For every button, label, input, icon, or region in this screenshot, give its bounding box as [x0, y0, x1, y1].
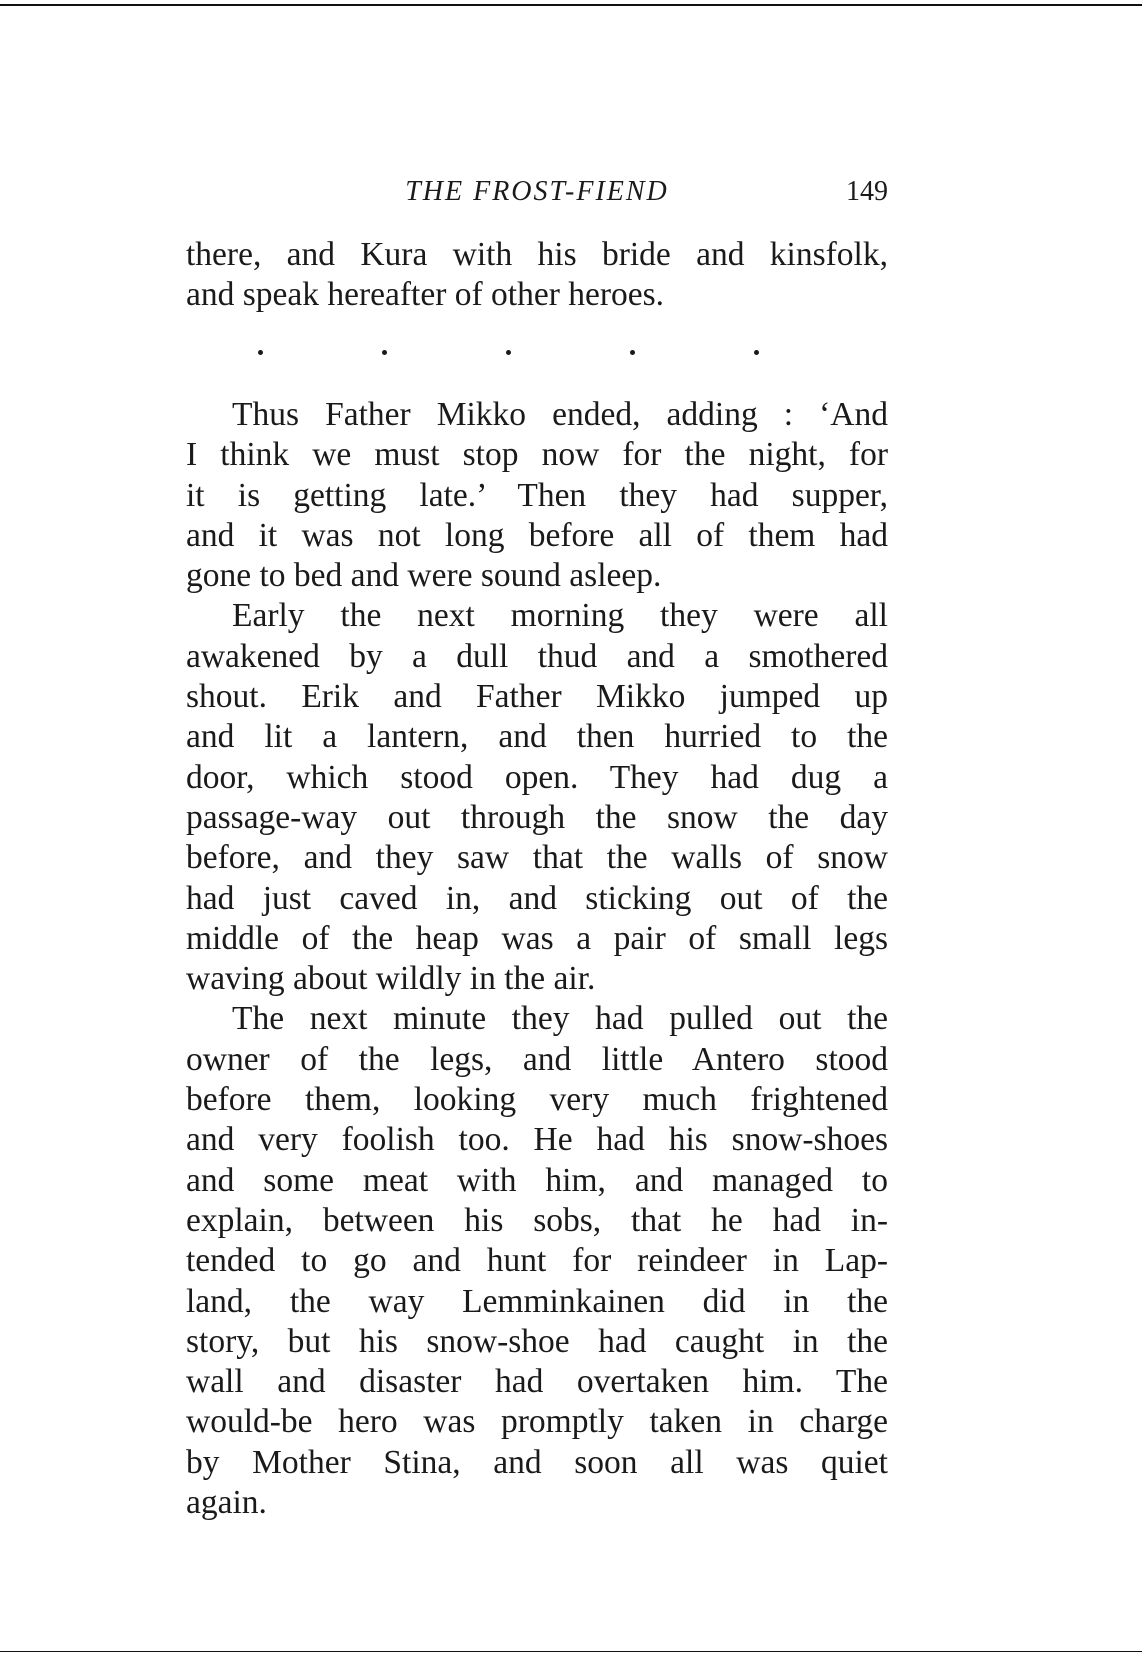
text-line: explain, between his sobs, that he had in- [186, 1201, 888, 1239]
text-line: before, and they saw that the walls of snow [186, 839, 888, 877]
text-line: and speak hereafter of other heroes. [186, 276, 665, 314]
text-line: tended to go and hunt for reindeer in Lap- [186, 1242, 888, 1280]
text-line: shout. Erik and Father Mikko jumped up [186, 678, 888, 716]
paragraph-continuation [186, 235, 888, 316]
text-line: would-be hero was promptly taken in charge [186, 1403, 888, 1441]
text-line: and some meat with him, and managed to [186, 1161, 888, 1199]
text-line: by Mother Stina, and soon all was quiet [186, 1443, 888, 1481]
text-line: middle of the heap was a pair of small legs [186, 919, 888, 957]
text-line: wall and disaster had overtaken him. The [186, 1363, 888, 1401]
text-line: The next minute they had pulled out the [232, 1000, 888, 1038]
text-line: before them, looking very much frightened [186, 1081, 888, 1119]
separator-dot [258, 350, 263, 355]
text-line: story, but his snow-shoe had caught in the [186, 1322, 888, 1360]
separator-dot [754, 350, 759, 355]
text-line: had just caved in, and sticking out of the [186, 879, 888, 917]
running-title: THE FROST-FIEND [405, 176, 669, 207]
separator-dot [382, 350, 387, 355]
section-separator [186, 340, 888, 370]
text-line: there, and Kura with his bride and kinsfolk, [186, 236, 888, 273]
text-line: and it was not long before all of them had [186, 516, 888, 554]
top-rule [0, 4, 1142, 6]
text-line: Early the next morning they were all [232, 597, 888, 635]
text-line: waving about wildly in the air. [186, 960, 596, 998]
text-line: and lit a lantern, and then hurried to the [186, 718, 888, 756]
text-line: passage-way out through the snow the day [186, 798, 888, 836]
text-line: land, the way Lemminkainen did in the [186, 1282, 888, 1320]
text-line: awakened by a dull thud and a smothered [186, 637, 888, 675]
text-line: it is getting late.’ Then they had supper, [186, 476, 888, 514]
text-line: door, which stood open. They had dug a [186, 758, 888, 796]
bottom-rule [0, 1651, 1142, 1652]
text-line: owner of the legs, and little Antero stood [186, 1040, 888, 1078]
body-text [186, 395, 888, 1523]
page-header [186, 168, 888, 212]
separator-dot [506, 350, 511, 355]
text-line: I think we must stop now for the night, for [186, 436, 888, 474]
text-line: and very foolish too. He had his snow-shoes [186, 1121, 888, 1159]
text-line: gone to bed and were sound asleep. [186, 557, 662, 595]
text-line: Thus Father Mikko ended, adding : ‘And [232, 396, 888, 433]
page-number: 149 [846, 176, 888, 207]
text-line: again. [186, 1484, 267, 1522]
separator-dot [630, 350, 635, 355]
